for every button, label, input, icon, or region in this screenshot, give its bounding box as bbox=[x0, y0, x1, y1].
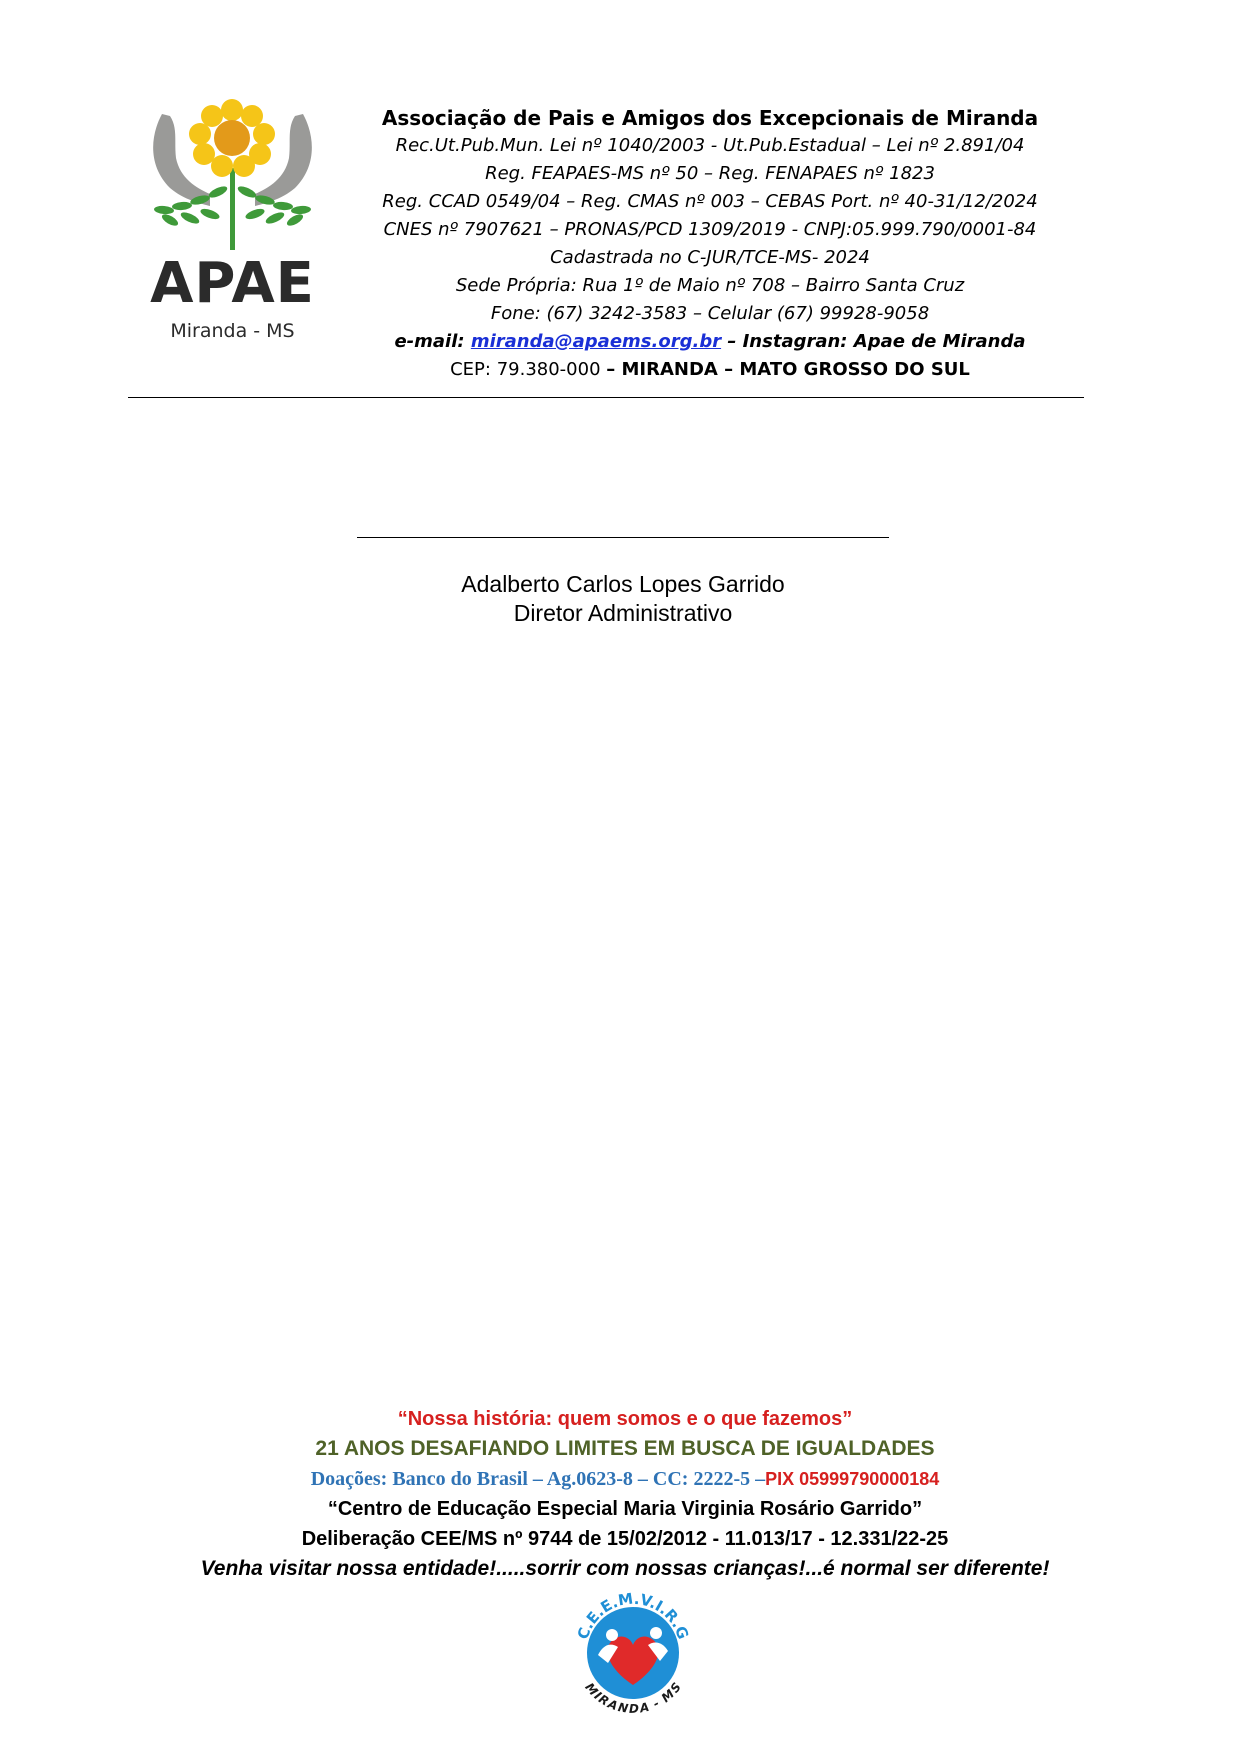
cep-line bbox=[330, 356, 1090, 384]
ceemvirg-top-text: C.E.E.M.V.I.R.G bbox=[573, 1589, 693, 1642]
instagram-text: – Instagran: Apae de Miranda bbox=[721, 331, 1026, 352]
contact-line bbox=[330, 328, 1090, 356]
ceemvirg-logo bbox=[568, 1585, 698, 1715]
cep-city: – MIRANDA – MATO GROSSO DO SUL bbox=[606, 359, 970, 380]
header-line-6: Sede Própria: Rua 1º de Maio nº 708 – Bairro Santa Cruz bbox=[455, 275, 965, 296]
header-line-1: Rec.Ut.Pub.Mun. Lei nº 1040/2003 - Ut.Pub.Estadual – Lei nº 2.891/04 bbox=[395, 135, 1025, 156]
header-line-2: Reg. FEAPAES-MS nº 50 – Reg. FENAPAES nº 1823 bbox=[485, 163, 935, 184]
letterhead bbox=[330, 104, 1090, 384]
email-label: e-mail: bbox=[394, 331, 471, 352]
flower-hands-icon bbox=[140, 96, 325, 256]
footer-convite: Venha visitar nossa entidade!.....sorrir com nossas crianças!...é normal ser diferente! bbox=[200, 1557, 1050, 1580]
apae-logo bbox=[140, 96, 325, 346]
header-line-7: Fone: (67) 3242-3583 – Celular (67) 99928-9058 bbox=[490, 303, 930, 324]
header-line-5: Cadastrada no C-JUR/TCE-MS- 2024 bbox=[550, 247, 870, 268]
ceemvirg-emblem-icon bbox=[568, 1585, 698, 1715]
org-name: Associação de Pais e Amigos dos Excepcionais de Miranda bbox=[381, 106, 1039, 130]
doacoes-text: Doações: Banco do Brasil – Ag.0623-8 – CC: 2222-5 – bbox=[310, 1468, 766, 1490]
footer-anos: 21 ANOS DESAFIANDO LIMITES EM BUSCA DE IGUALDADES bbox=[315, 1437, 935, 1460]
pix-key: PIX 05999790000184 bbox=[765, 1469, 940, 1489]
email-link[interactable]: miranda@apaems.org.br bbox=[470, 331, 722, 352]
header-line-4: CNES nº 7907621 – PRONAS/PCD 1309/2019 - CNPJ:05.999.790/0001-84 bbox=[383, 219, 1037, 240]
footer-deliberacao: Deliberação CEE/MS nº 9744 de 15/02/2012 - 11.013/17 - 12.331/22-25 bbox=[301, 1528, 949, 1550]
signatory-role: Diretor Administrativo bbox=[513, 600, 733, 626]
footer-slogan: “Nossa história: quem somos e o que fazemos” bbox=[397, 1408, 853, 1430]
header-divider bbox=[128, 397, 1084, 398]
apae-wordmark: APAE bbox=[150, 251, 315, 316]
footer-centro: “Centro de Educação Especial Maria Virginia Rosário Garrido” bbox=[327, 1498, 923, 1520]
header-line-3: Reg. CCAD 0549/04 – Reg. CMAS nº 003 – CEBAS Port. nº 40-31/12/2024 bbox=[382, 191, 1038, 212]
ceemvirg-bottom-text: MIRANDA - MS bbox=[582, 1680, 684, 1715]
footer-doacoes bbox=[160, 1464, 1090, 1494]
signature-line bbox=[357, 537, 889, 538]
footer bbox=[160, 1404, 1090, 1584]
apae-location: Miranda - MS bbox=[170, 320, 295, 342]
signatory-name: Adalberto Carlos Lopes Garrido bbox=[461, 571, 785, 597]
cep-prefix: CEP: 79.380-000 bbox=[450, 359, 607, 380]
